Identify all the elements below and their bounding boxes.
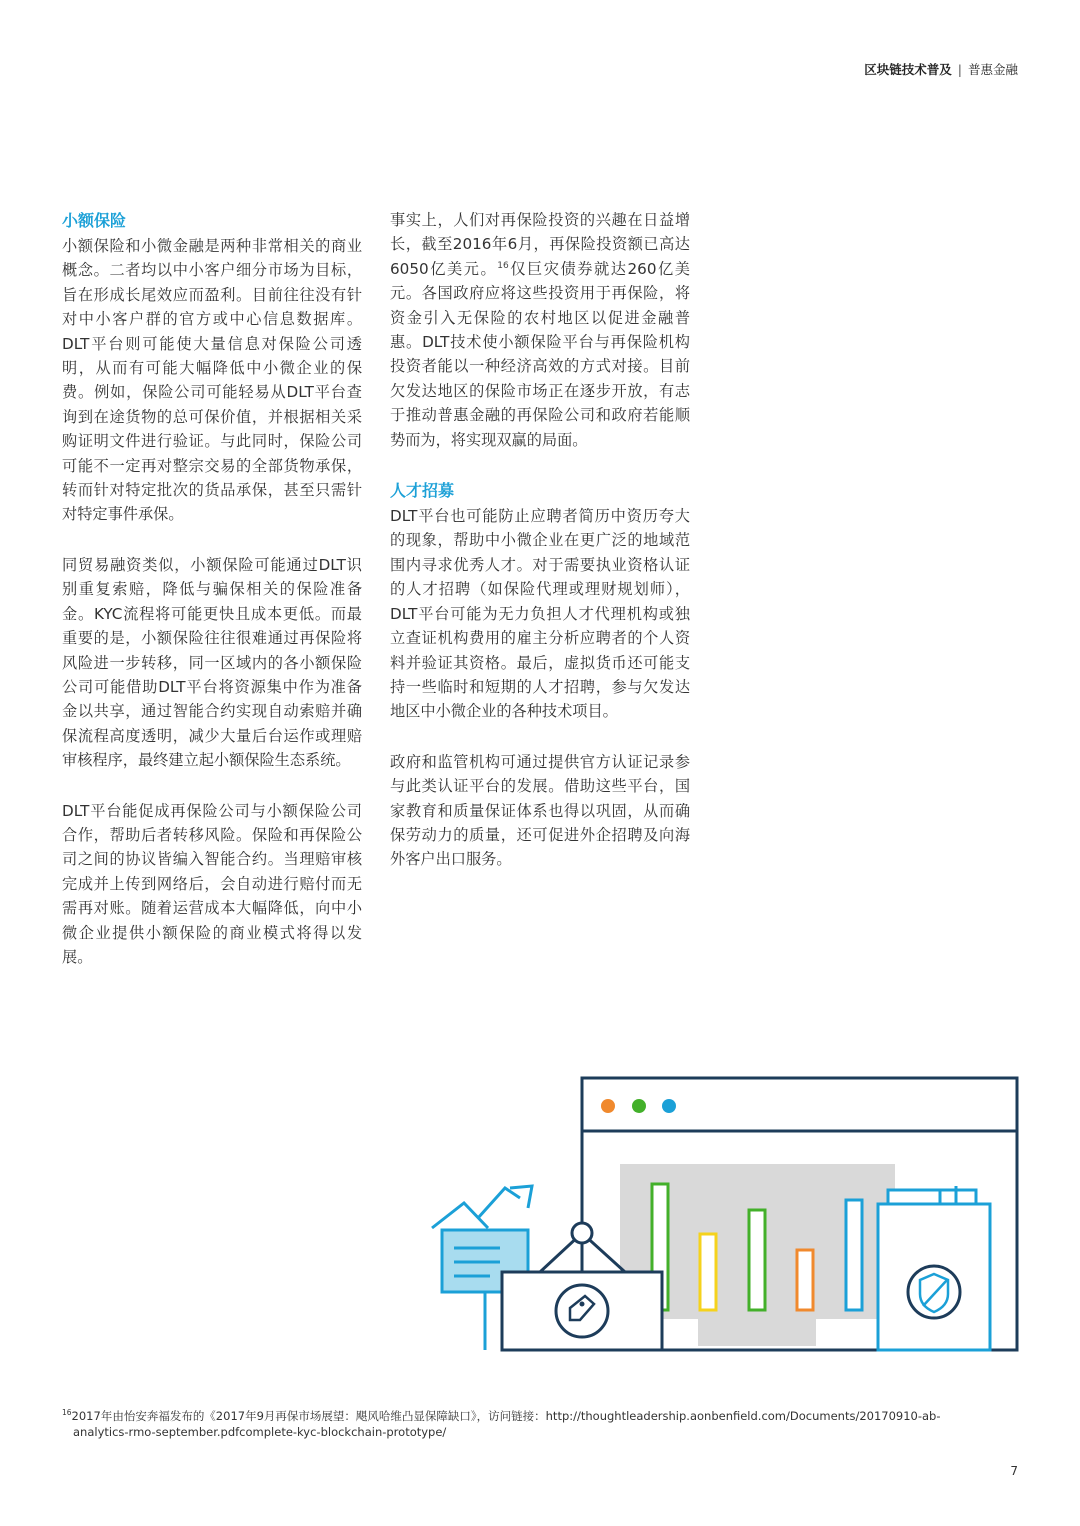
section-heading-microinsurance: 小额保险: [62, 211, 127, 230]
footnote-text: 2017年由怡安奔福发布的《2017年9月再保市场展望：飓风哈维凸显保障缺口》，访问链接：http://thoughtleadership.aonbenfield.com/Documents/20170910-ab-: [71, 1409, 941, 1423]
shield-icon: [908, 1266, 960, 1318]
paragraph: 小额保险和小微金融是两种非常相关的商业概念。二者均以中小客户细分市场为目标，旨在形成长尾效应而盈利。目前往往没有针对中小客户群的官方或中心信息数据库。DLT平台则可能使大量信息对保险公司透明，从而有可能大幅降低中小微企业的保费。例如，保险公司可能轻易从DLT平台查询到在途货物的总可保价值，并根据相关采购证明文件进行验证。与此同时，保险公司可能不一定再对整宗交易的全部货物承保，转而针对特定批次的货品承保，甚至只需针对特定事件承保。: [62, 237, 362, 524]
footnote: [62, 1408, 1022, 1440]
paragraph-text: 事实上，人们对再保险投资的兴趣在日益增长，截至2016年6月，再保险投资额已高达6050亿美元。: [390, 211, 690, 278]
footnote-reference[interactable]: 16: [497, 260, 509, 271]
paragraph: 政府和监管机构可通过提供官方认证记录参与此类认证平台的发展。借助这些平台，国家教育和质量保证体系也得以巩固，从而确保劳动力的质量，还可促进外企招聘及向海外客户出口服务。: [390, 752, 690, 869]
section-heading-talent: 人才招募: [390, 481, 455, 501]
paragraph: DLT平台也可能防止应聘者简历中资历夸大的现象，帮助中小微企业在更广泛的地域范围内寻求优秀人才。对于需要执业资格认证的人才招聘（如保险代理或理财规划师），DLT平台可能为无力负担人才代理机构或独立查证机构费用的雇主分析应聘者的个人资料并验证其资格。最后，虚拟货币还可能支持一些临时和短期的人才招聘，参与欠发达地区中小微企业的各种技术项目。: [390, 507, 690, 721]
header-separator: |: [957, 62, 962, 77]
header-title: 区块链技术普及: [864, 62, 952, 77]
paragraph-text: 仅巨灾债券就达260亿美元。各国政府应将这些投资用于再保险，将资金引入无保险的农村地区以促进金融普惠。DLT技术使小额保险平台与再保险机构投资者能以一种经济高效的方式对接。目前欠发达地区的保险市场正在逐步开放，有志于推动普惠金融的再保险公司和政府若能顺势而为，将实现双赢的局面。: [390, 259, 690, 449]
paragraph: DLT平台能促成再保险公司与小额保险公司合作，帮助后者转移风险。保险和再保险公司之间的协议皆编入智能合约。当理赔审核完成并上传到网络后，会自动进行赔付而无需再对账。随着运营成本大幅降低，向中小微企业提供小额保险的商业模式将得以发展。: [62, 801, 362, 966]
fintech-illustration: [420, 1068, 1025, 1358]
left-column: [62, 208, 362, 995]
header-subtitle: 普惠金融: [967, 62, 1018, 77]
paragraph: 同贸易融资类似，小额保险可能通过DLT识别重复索赔，降低与骗保相关的保险准备金。KYC流程将可能更快且成本更低。而最重要的是，小额保险往往很难通过再保险将风险进一步转移，同一区域内的各小额保险公司可能借助DLT平台将资源集中作为准备金以共享，通过智能合约实现自动索赔并确保流程高度透明，减少大量后台运作或理赔审核程序，最终建立起小额保险生态系统。: [62, 555, 362, 770]
footnote-number: 16: [62, 1408, 72, 1418]
running-header: [864, 60, 1018, 78]
footnote-link-continuation[interactable]: analytics-rmo-september.pdfcomplete-kyc-blockchain-prototype/: [73, 1425, 447, 1439]
right-column: [390, 208, 690, 898]
page-number: 7: [1010, 1464, 1018, 1478]
paragraph-reinsurance: [390, 208, 690, 452]
